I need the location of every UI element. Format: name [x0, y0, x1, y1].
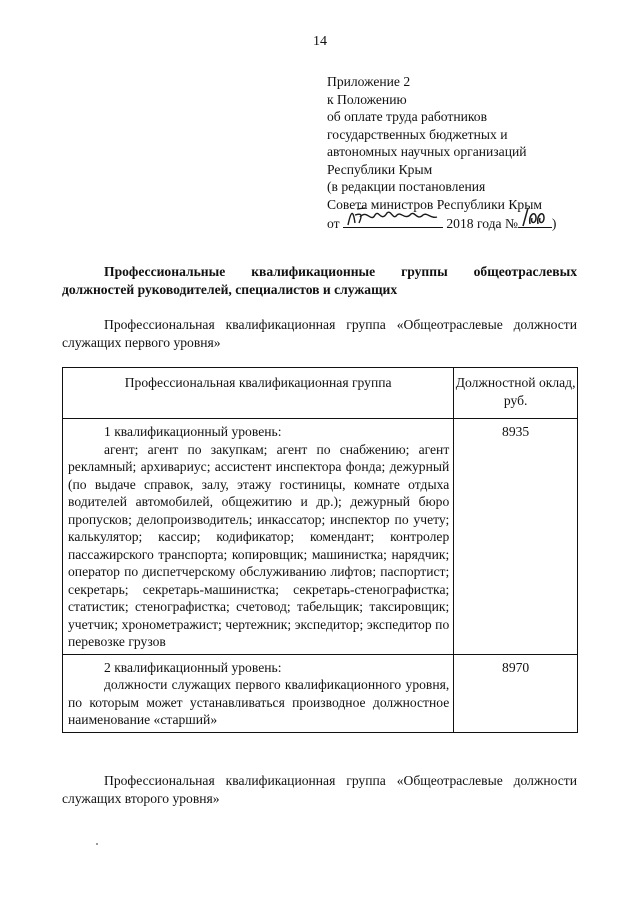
salary-cell: 8970 — [454, 654, 578, 732]
close-paren: ) — [551, 216, 557, 231]
appendix-reference-block — [327, 73, 627, 231]
table-row — [63, 654, 578, 732]
appendix-line: Совета министров Республики Крым — [327, 196, 542, 212]
level-cell — [63, 419, 454, 655]
table-header-row — [63, 368, 578, 419]
header-group: Профессиональная квалификационная группа — [63, 368, 454, 419]
level-title: 2 квалификационный уровень: — [104, 659, 282, 675]
level-title: 1 квалификационный уровень: — [104, 424, 282, 439]
group-intro-first-level: Профессиональная квалификационная группа «Общеотраслевые должности служащих первого уровня» — [62, 317, 577, 350]
salary-cell: 8935 — [454, 419, 578, 655]
header-salary: Должностной оклад, руб. — [454, 368, 578, 419]
handwritten-number-scribble — [520, 204, 554, 228]
appendix-line: Республики Крым — [327, 161, 433, 177]
handwritten-number — [518, 213, 552, 228]
appendix-line: государственных бюджетных и — [327, 126, 508, 142]
handwritten-date-scribble — [345, 205, 441, 229]
scan-speck — [96, 843, 98, 845]
date-number-line — [327, 213, 627, 231]
appendix-line: к Положению — [327, 91, 407, 107]
date-prefix: от — [327, 216, 340, 231]
page-number: 14 — [313, 34, 327, 49]
appendix-line: об оплате труда работников — [327, 109, 488, 124]
level-positions: должности служащих первого квалификационного уровня, по которым может устанавливаться производное должностное наименование «старший» — [68, 677, 450, 727]
group-intro-second-level: Профессиональная квалификационная группа «Общеотраслевые должности служащих второго уровня» — [62, 773, 577, 806]
level-positions: агент; агент по закупкам; агент по снабжению; агент рекламный; архивариус; ассистент инспектора фонда; дежурный (по выдаче справок, залу, этажу гостиницы, комнате отдыха водителей автомобилей, общежитию и др.); дежурный бюро пропусков; делопроизводитель; инкассатор; инспектор по учету; калькулятор; кассир; кодификатор; комендант; контролер пассажирского транспорта; копировщик; машинистка; нарядчик; оператор по диспетчерскому обслуживанию лифтов; паспортист; секретарь; секретарь-машинистка; секретарь-стенографистка; статистик; стенографистка; счетовод; табельщик; таксировщик; учетчик; хронометражист; чертежник; экспедитор; экспедитор по перевозке грузов — [68, 441, 450, 649]
handwritten-date — [343, 213, 443, 228]
appendix-line: (в редакции постановления — [327, 179, 486, 194]
date-year-label: 2018 года № — [446, 216, 518, 231]
level-cell — [63, 654, 454, 732]
appendix-line: автономных научных организаций — [327, 144, 527, 159]
appendix-line: Приложение 2 — [327, 74, 411, 89]
section-heading: Профессиональные квалификационные группы общеотраслевых должностей руководителей, специалистов и служащих — [62, 264, 577, 297]
table-row — [63, 419, 578, 655]
qualification-table — [62, 367, 578, 733]
